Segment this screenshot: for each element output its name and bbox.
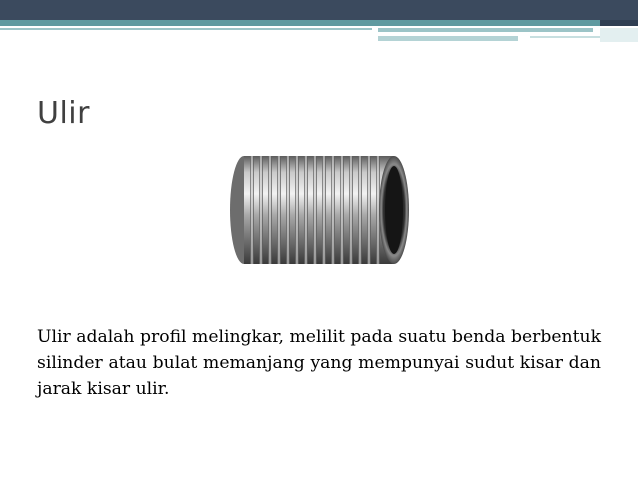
decor-stripe — [0, 28, 372, 30]
threaded-pipe-image — [228, 148, 414, 273]
slide-title: Ulir — [37, 96, 90, 131]
slide-body-text: Ulir adalah profil melingkar, melilit pada suatu benda berbentuk silinder atau bulat memanjang yang mempunyai sudut kisar dan jarak kisar ulir. — [37, 327, 601, 399]
header-bar — [0, 0, 638, 20]
header-accent-line — [0, 20, 638, 26]
decor-stripe — [378, 28, 593, 32]
decor-stripe — [378, 36, 518, 41]
header-accent-block — [600, 20, 638, 26]
decor-stripe — [530, 36, 600, 38]
decor-stripe — [600, 28, 638, 42]
